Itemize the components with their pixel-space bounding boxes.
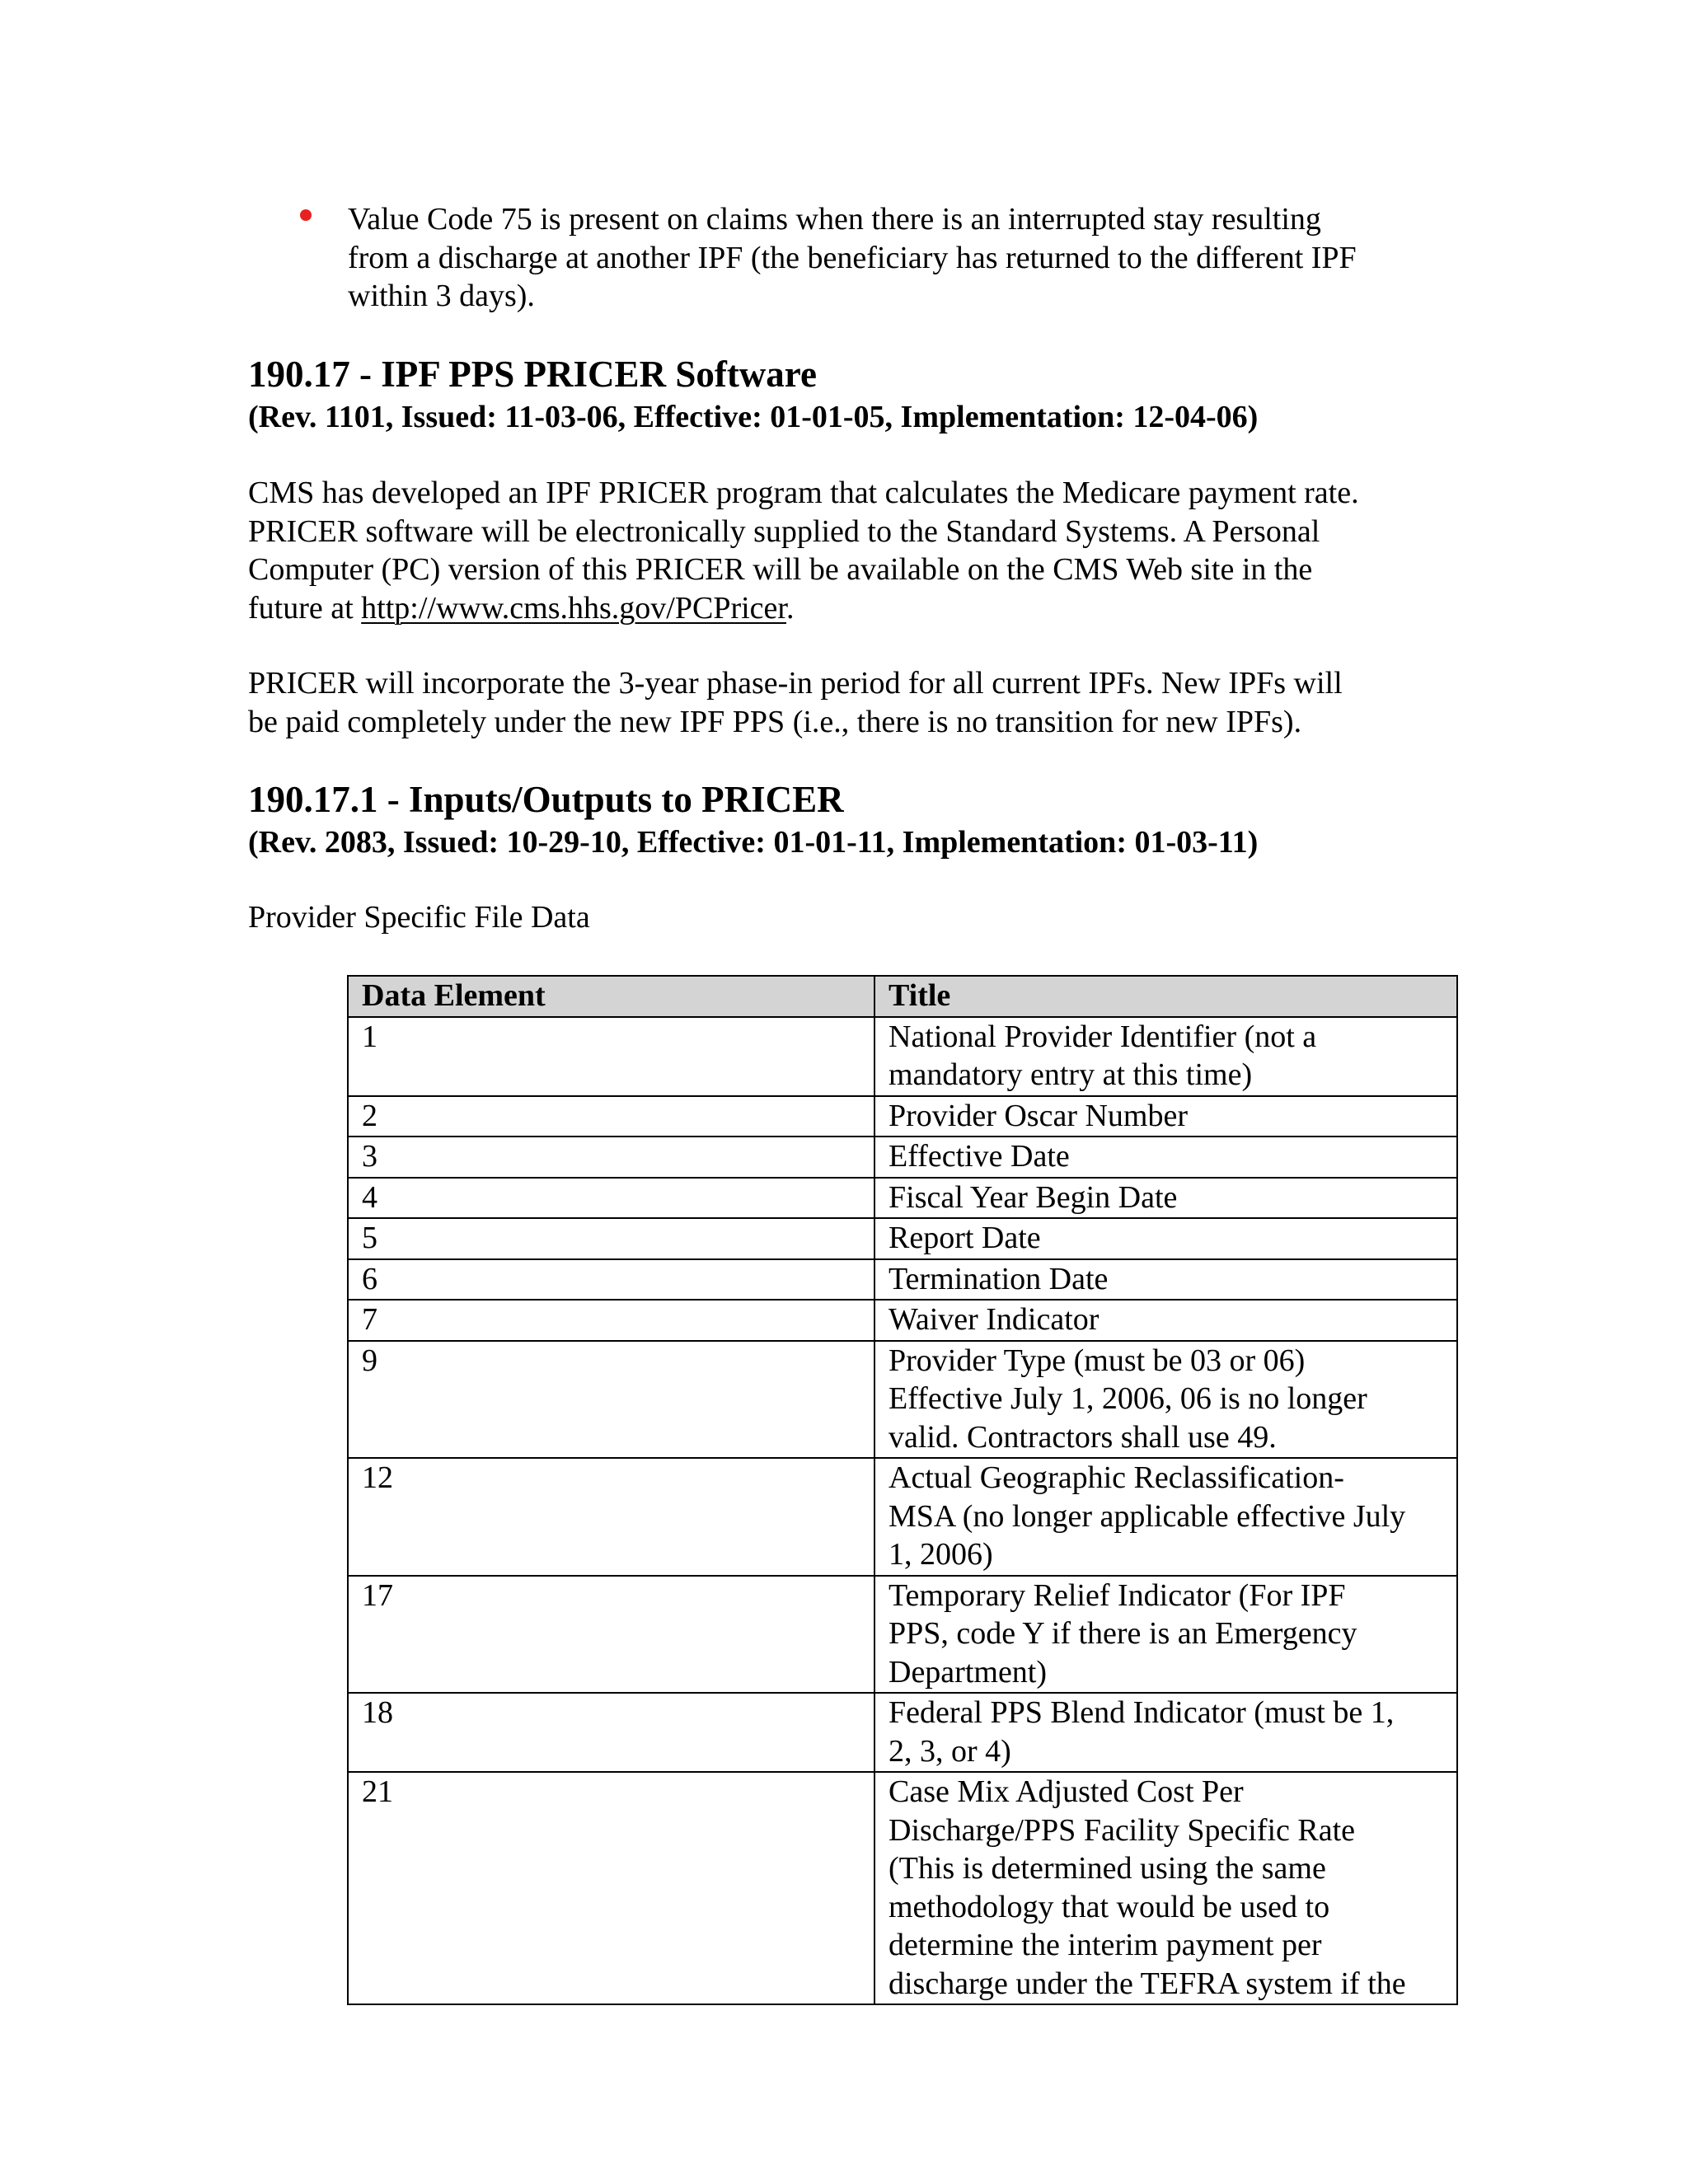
title-cell [874,1017,1457,1096]
paragraph [248,664,1343,741]
table-header-row [348,976,1457,1017]
table-row [348,1137,1457,1178]
data-element-cell: 9 [348,1341,874,1459]
title-line: National Provider Identifier (not a [889,1019,1317,1054]
data-element-cell: 5 [348,1218,874,1259]
title-line: valid. Contractors shall use 49. [889,1419,1277,1455]
table-row [348,1017,1457,1096]
title-cell [874,1693,1457,1772]
title-line: mandatory entry at this time) [889,1057,1253,1092]
title-line: PPS, code Y if there is an Emergency [889,1616,1357,1651]
table-row [348,1576,1457,1694]
bullet-line: from a discharge at another IPF (the beneficiary has returned to the different IPF [348,240,1357,275]
title-line: methodology that would be used to [889,1889,1330,1924]
title-line: Waiver Indicator [889,1302,1100,1337]
data-element-cell: 21 [348,1772,874,2004]
table-row [348,1218,1457,1259]
revision-line: (Rev. 2083, Issued: 10-29-10, Effective: 01-01-11, Implementation: 01-03-11) [248,825,1259,860]
title-line: Actual Geographic Reclassification- [889,1460,1344,1495]
table-row [348,1693,1457,1772]
title-line: Department) [889,1654,1048,1690]
paragraph-line: PRICER will incorporate the 3-year phase-in period for all current IPFs. New IPFs will [248,666,1343,701]
table-row [348,1259,1457,1301]
title-line: Provider Type (must be 03 or 06) [889,1343,1306,1378]
table-intro: Provider Specific File Data [248,900,590,935]
title-line: Termination Date [889,1261,1109,1296]
data-element-cell: 1 [348,1017,874,1096]
bullet-line: Value Code 75 is present on claims when there is an interrupted stay resulting [348,202,1321,237]
title-line: Fiscal Year Begin Date [889,1179,1178,1215]
text-span: . [785,590,795,626]
title-line: Report Date [889,1221,1041,1255]
paragraph-line: be paid completely under the new IPF PPS (i.e., there is no transition for new IPFs). [248,704,1302,739]
title-line: (This is determined using the same [889,1851,1326,1886]
title-line: Effective Date [889,1139,1070,1174]
data-element-cell: 4 [348,1178,874,1219]
title-cell [874,1458,1457,1576]
title-line: MSA (no longer applicable effective July [889,1498,1406,1534]
table-row [348,1096,1457,1137]
table-row [348,1458,1457,1576]
table-row [348,1178,1457,1219]
title-line: 1, 2006) [889,1537,993,1572]
title-cell [874,1772,1457,2004]
title-line: 2, 3, or 4) [889,1733,1011,1769]
provider-data-table [347,975,1458,2005]
data-element-cell: 18 [348,1693,874,1772]
data-element-cell: 3 [348,1137,874,1178]
title-line: Federal PPS Blend Indicator (must be 1, [889,1695,1395,1730]
title-cell [874,1259,1457,1301]
title-line: discharge under the TEFRA system if the [889,1966,1406,2001]
paragraph-line: PRICER software will be electronically supplied to the Standard Systems. A Personal [248,513,1320,549]
column-header: Title [874,976,1457,1017]
data-element-cell: 17 [348,1576,874,1694]
bullet-paragraph [348,200,1357,316]
title-cell [874,1300,1457,1341]
paragraph-line: Computer (PC) version of this PRICER will be available on the CMS Web site in the [248,552,1313,587]
title-cell [874,1178,1457,1219]
title-cell [874,1096,1457,1137]
section-heading: 190.17 - IPF PPS PRICER Software [248,354,817,395]
data-element-cell: 12 [348,1458,874,1576]
pcpricer-link[interactable]: http://www.cms.hhs.gov/PCPricer [361,590,786,626]
table-body [348,1017,1457,2005]
title-line: Discharge/PPS Facility Specific Rate [889,1812,1356,1848]
data-element-cell: 2 [348,1096,874,1137]
table-row [348,1341,1457,1459]
section-heading: 190.17.1 - Inputs/Outputs to PRICER [248,779,844,820]
paragraph-line [248,589,1359,628]
data-element-cell: 7 [348,1300,874,1341]
title-line: Provider Oscar Number [889,1098,1189,1133]
paragraph-line: CMS has developed an IPF PRICER program that calculates the Medicare payment rate. [248,476,1359,510]
title-cell [874,1218,1457,1259]
bullet-icon [300,209,312,221]
title-cell [874,1137,1457,1178]
title-line: Temporary Relief Indicator (For IPF [889,1577,1346,1613]
table-row [348,1300,1457,1341]
revision-line: (Rev. 1101, Issued: 11-03-06, Effective: 01-01-05, Implementation: 12-04-06) [248,400,1259,434]
title-line: Case Mix Adjusted Cost Per [889,1774,1244,1809]
title-cell [874,1341,1457,1459]
bullet-line: within 3 days). [348,279,535,313]
paragraph [248,474,1359,627]
data-element-cell: 6 [348,1259,874,1301]
text-span: future at [248,590,362,626]
title-line: determine the interim payment per [889,1928,1322,1962]
title-cell [874,1576,1457,1694]
table-row [348,1772,1457,2004]
column-header: Data Element [348,976,874,1017]
title-line: Effective July 1, 2006, 06 is no longer [889,1381,1367,1416]
